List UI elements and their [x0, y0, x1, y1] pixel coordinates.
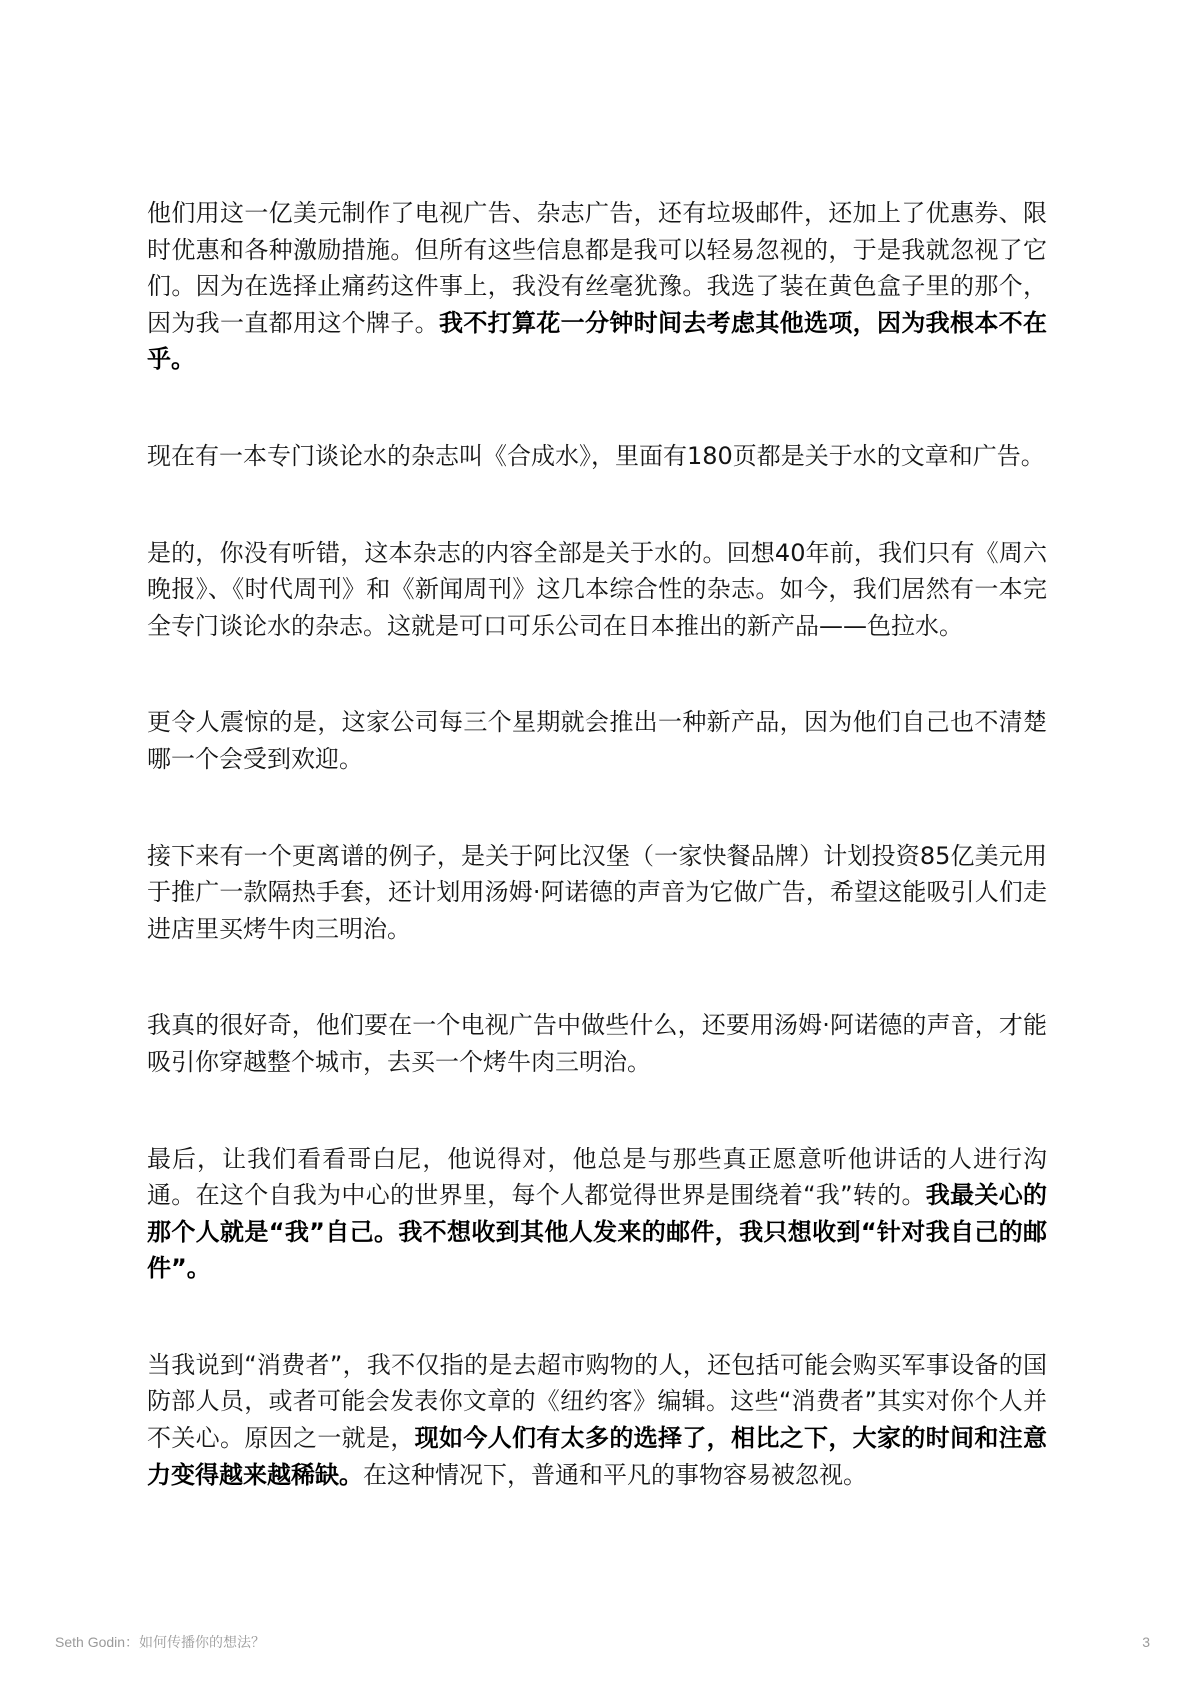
paragraph-text: 现在有一本专门谈论水的杂志叫《合成水》，里面有180页都是关于水的文章和广告。	[147, 441, 1045, 470]
footer-page-number: 3	[1142, 1634, 1150, 1650]
paragraph-text: 当我说到“消费者”，我不仅指的是去超市购物的人，还包括可能会购买军事设备的国防部人员，或者可能会发表你文章的《纽约客》编辑。这些“消费者”其实对你个人并不关心。原因之一就是，	[147, 1350, 1047, 1453]
paragraph-text: 接下来有一个更离谱的例子，是关于阿比汉堡（一家快餐品牌）计划投资85亿美元用于推广一款隔热手套，还计划用汤姆·阿诺德的声音为它做广告，希望这能吸引人们走进店里买烤牛肉三明治。	[147, 841, 1047, 943]
article-body	[147, 195, 1047, 1553]
paragraph-text: 最后，让我们看看哥白尼，他说得对，他总是与那些真正愿意听他讲话的人进行沟通。在这个自我为中心的世界里，每个人都觉得世界是围绕着“我”转的。	[147, 1144, 1047, 1210]
paragraph-bold-text: 我不打算花一分钟时间去考虑其他选项，因为我根本不在乎。	[147, 308, 1047, 374]
paragraph-text: 在这种情况下，普通和平凡的事物容易被忽视。	[363, 1460, 867, 1489]
paragraph-2	[147, 438, 1047, 475]
paragraph-text: 我真的很好奇，他们要在一个电视广告中做些什么，还要用汤姆·阿诺德的声音，才能吸引你穿越整个城市，去买一个烤牛肉三明治。	[147, 1011, 1047, 1076]
paragraph-1	[147, 195, 1047, 378]
paragraph-4	[147, 704, 1047, 777]
paragraph-8	[147, 1347, 1047, 1493]
paragraph-3	[147, 535, 1047, 645]
paragraph-text: 更令人震惊的是，这家公司每三个星期就会推出一种新产品，因为他们自己也不清楚哪一个会受到欢迎。	[147, 708, 1047, 773]
paragraph-bold-text: 现如今人们有太多的选择了，相比之下，大家的时间和注意力变得越来越稀缺。	[147, 1424, 1048, 1489]
footer-document-title: Seth Godin：如何传播你的想法？	[55, 1634, 266, 1650]
paragraph-5	[147, 838, 1047, 948]
paragraph-text: 是的，你没有听错，这本杂志的内容全部是关于水的。回想40年前，我们只有《周六晚报》、《时代周刊》和《新闻周刊》这几本综合性的杂志。如今，我们居然有一本完全专门谈论水的杂志。这就是可口可乐公司在日本推出的新产品——色拉水。	[147, 538, 1047, 640]
paragraph-text: 他们用这一亿美元制作了电视广告、杂志广告，还有垃圾邮件，还加上了优惠券、限时优惠和各种激励措施。但所有这些信息都是我可以轻易忽视的，于是我就忽视了它们。因为在选择止痛药这件事上，我没有丝毫犹豫。我选了装在黄色盒子里的那个，因为我一直都用这个牌子。	[147, 199, 1047, 337]
paragraph-6	[147, 1007, 1047, 1080]
paragraph-7	[147, 1141, 1047, 1287]
paragraph-bold-text: 我最关心的那个人就是“我”自己。我不想收到其他人发来的邮件，我只想收到“针对我自己的邮件”。	[147, 1181, 1047, 1283]
